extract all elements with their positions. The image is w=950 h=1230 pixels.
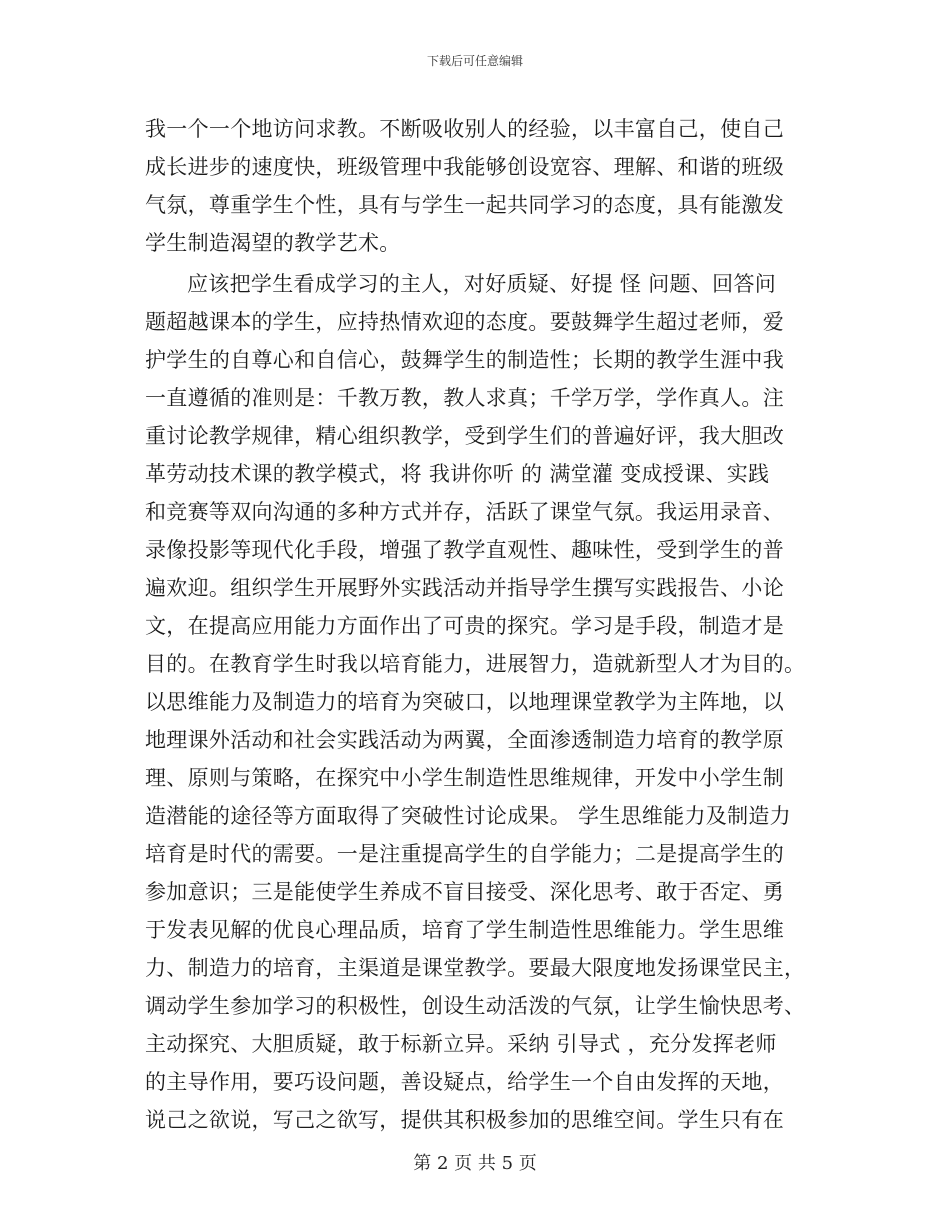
page-header <box>0 53 950 69</box>
text-line: 说己之欲说，写己之欲写，提供其积极参加的思维空间。学生只有在 <box>145 1108 784 1132</box>
text-line: 力、制造力的培育，主渠道是课堂教学。要最大限度地发扬课堂民主， <box>145 956 806 980</box>
text-line: 学生制造渴望的教学艺术。 <box>145 231 401 255</box>
text-line: 应该把学生看成学习的主人，对好质疑、好提 怪 问题、回答问 <box>187 272 777 296</box>
page-footer <box>0 1152 950 1176</box>
text-line: 护学生的自尊心和自信心，鼓舞学生的制造性；长期的教学生涯中我 <box>145 348 784 372</box>
text-line: 目的。在教育学生时我以培育能力，进展智力，造就新型人才为目的。 <box>145 652 806 676</box>
text-line: 于发表见解的优良心理品质，培育了学生制造性思维能力。学生思维 <box>145 918 784 942</box>
text-line: 培育是时代的需要。一是注重提高学生的自学能力；二是提高学生的 <box>145 842 784 866</box>
text-line: 革劳动技术课的教学模式，将 我讲你听 的 满堂灌 变成授课、实践 <box>145 462 770 486</box>
text-line: 我一个一个地访问求教。不断吸收别人的经验，以丰富自己，使自己 <box>145 117 784 141</box>
page-number-label: 第 2 页 共 5 页 <box>413 1153 537 1174</box>
text-line: 调动学生参加学习的积极性，创设生动活泼的气氛，让学生愉快思考、 <box>145 994 806 1018</box>
text-line: 录像投影等现代化手段，增强了教学直观性、趣味性，受到学生的普 <box>145 538 784 562</box>
text-line: 理、原则与策略，在探究中小学生制造性思维规律，开发中小学生制 <box>145 766 784 790</box>
document-body <box>145 110 810 1139</box>
text-line: 主动探究、大胆质疑，敢于标新立异。采纳 引导式 ，充分发挥老师 <box>145 1032 777 1056</box>
paragraph-1 <box>145 110 810 262</box>
text-line: 题超越课本的学生，应持热情欢迎的态度。要鼓舞学生超过老师，爱 <box>145 310 784 334</box>
paragraph-2 <box>145 265 810 1139</box>
text-line: 地理课外活动和社会实践活动为两翼，全面渗透制造力培育的教学原 <box>145 728 784 752</box>
text-line: 和竞赛等双向沟通的多种方式并存，活跃了课堂气氛。我运用录音、 <box>145 500 784 524</box>
text-line: 参加意识；三是能使学生养成不盲目接受、深化思考、敢于否定、勇 <box>145 880 784 904</box>
text-line: 遍欢迎。组织学生开展野外实践活动并指导学生撰写实践报告、小论 <box>145 576 784 600</box>
text-line: 以思维能力及制造力的培育为突破口，以地理课堂教学为主阵地，以 <box>145 690 784 714</box>
text-line: 成长进步的速度快，班级管理中我能够创设宽容、理解、和谐的班级 <box>145 155 784 179</box>
header-text: 下载后可任意编辑 <box>426 54 523 68</box>
text-line: 重讨论教学规律，精心组织教学，受到学生们的普遍好评，我大胆改 <box>145 424 784 448</box>
text-line: 造潜能的途径等方面取得了突破性讨论成果。 学生思维能力及制造力 <box>145 804 791 828</box>
text-line: 的主导作用，要巧设问题，善设疑点，给学生一个自由发挥的天地， <box>145 1070 784 1094</box>
text-line: 气氛，尊重学生个性，具有与学生一起共同学习的态度，具有能激发 <box>145 193 784 217</box>
text-line: 一直遵循的准则是：千教万教，教人求真；千学万学，学作真人。注 <box>145 386 784 410</box>
text-line: 文，在提高应用能力方面作出了可贵的探究。学习是手段，制造才是 <box>145 614 784 638</box>
